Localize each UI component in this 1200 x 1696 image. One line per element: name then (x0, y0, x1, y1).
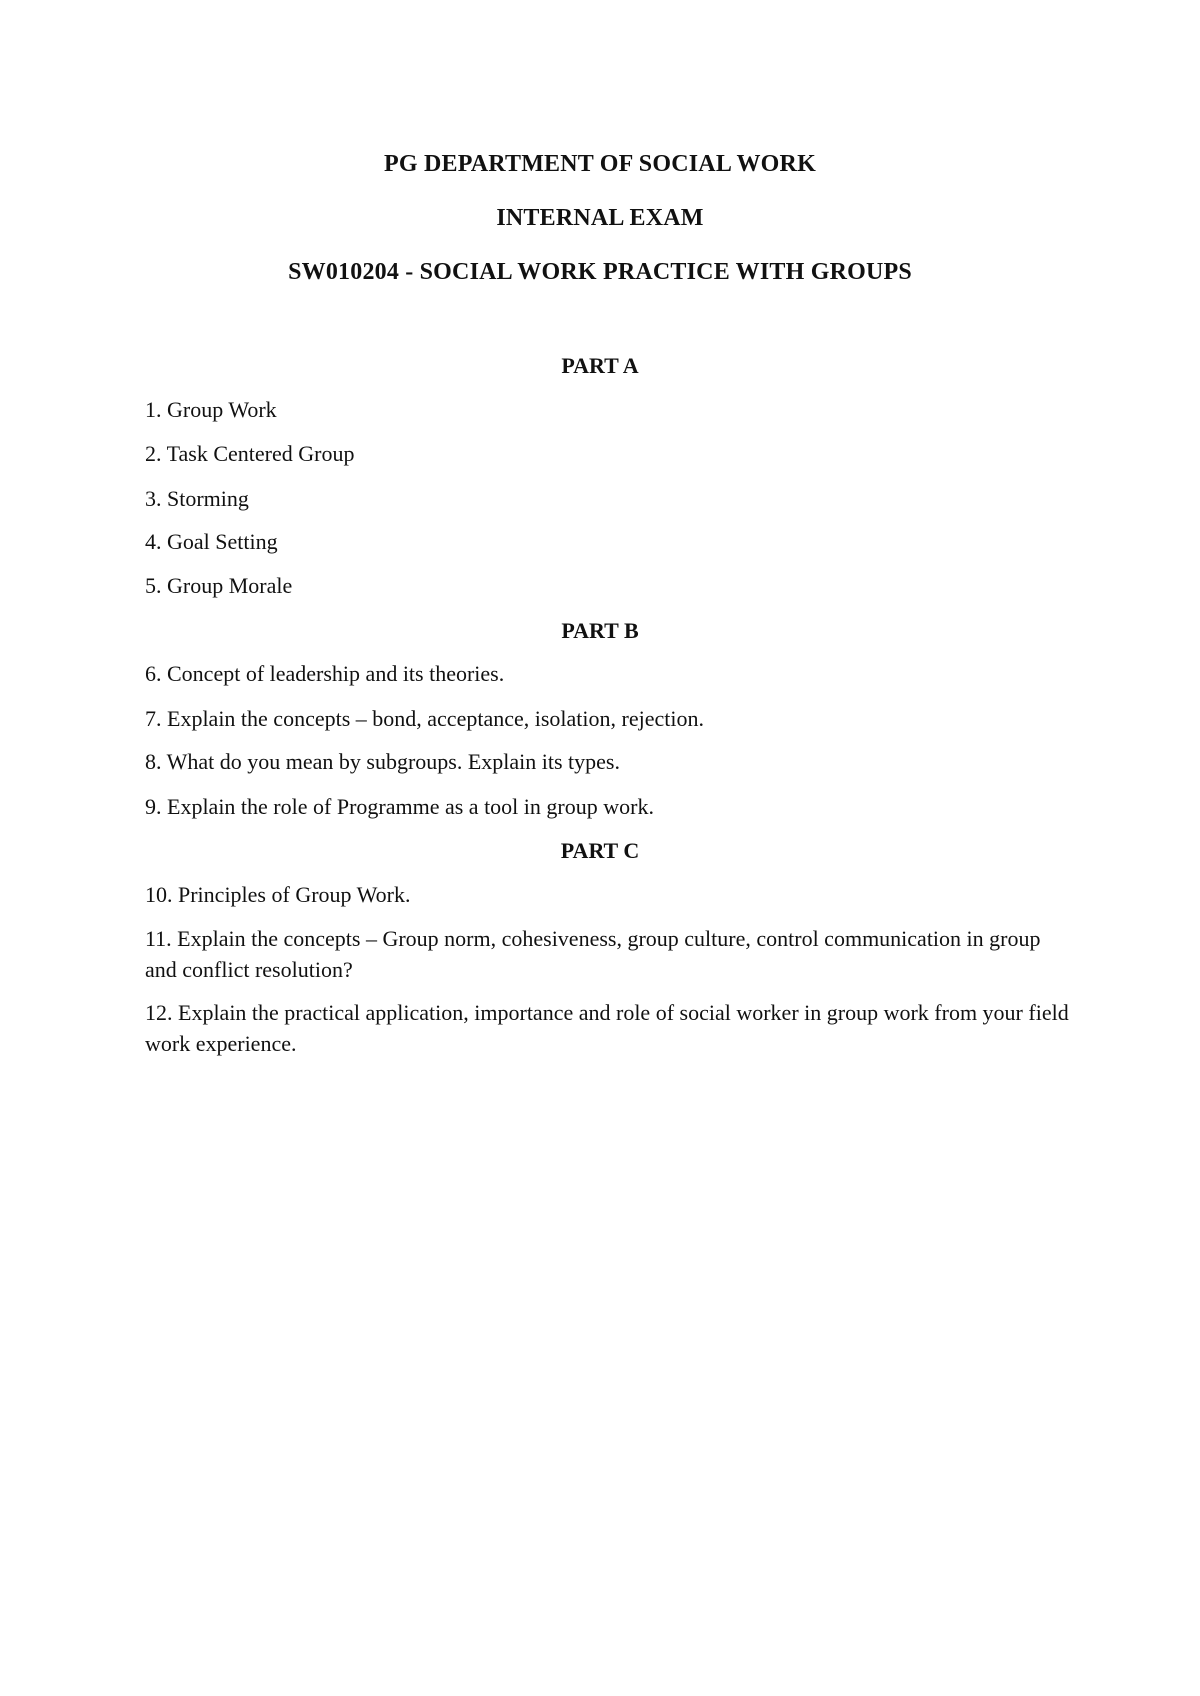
question-item: 2. Task Centered Group (145, 441, 355, 466)
part-c-title: PART C (560, 838, 640, 863)
question-item: 9. Explain the role of Programme as a tool in group work. (145, 794, 654, 819)
course-heading: SW010204 - SOCIAL WORK PRACTICE WITH GROUPS (288, 259, 912, 285)
question-item: 11. Explain the concepts – Group norm, cohesiveness, group culture, control communication in group and conflict resolution? (145, 926, 1041, 982)
part-b-title: PART B (561, 618, 639, 643)
department-heading: PG DEPARTMENT OF SOCIAL WORK (384, 151, 816, 177)
question-item: 4. Goal Setting (145, 529, 278, 554)
exam-heading: INTERNAL EXAM (496, 205, 704, 231)
question-item: 6. Concept of leadership and its theories. (145, 661, 505, 686)
question-item: 5. Group Morale (145, 573, 293, 598)
question-item: 7. Explain the concepts – bond, acceptance, isolation, rejection. (145, 706, 704, 731)
question-item: 12. Explain the practical application, importance and role of social worker in group work from your field work experience. (145, 1000, 1069, 1056)
question-item: 8. What do you mean by subgroups. Explain its types. (145, 749, 620, 774)
question-item: 1. Group Work (145, 397, 277, 422)
question-item: 3. Storming (145, 486, 249, 511)
question-item: 10. Principles of Group Work. (145, 882, 411, 907)
part-a-title: PART A (561, 353, 639, 378)
